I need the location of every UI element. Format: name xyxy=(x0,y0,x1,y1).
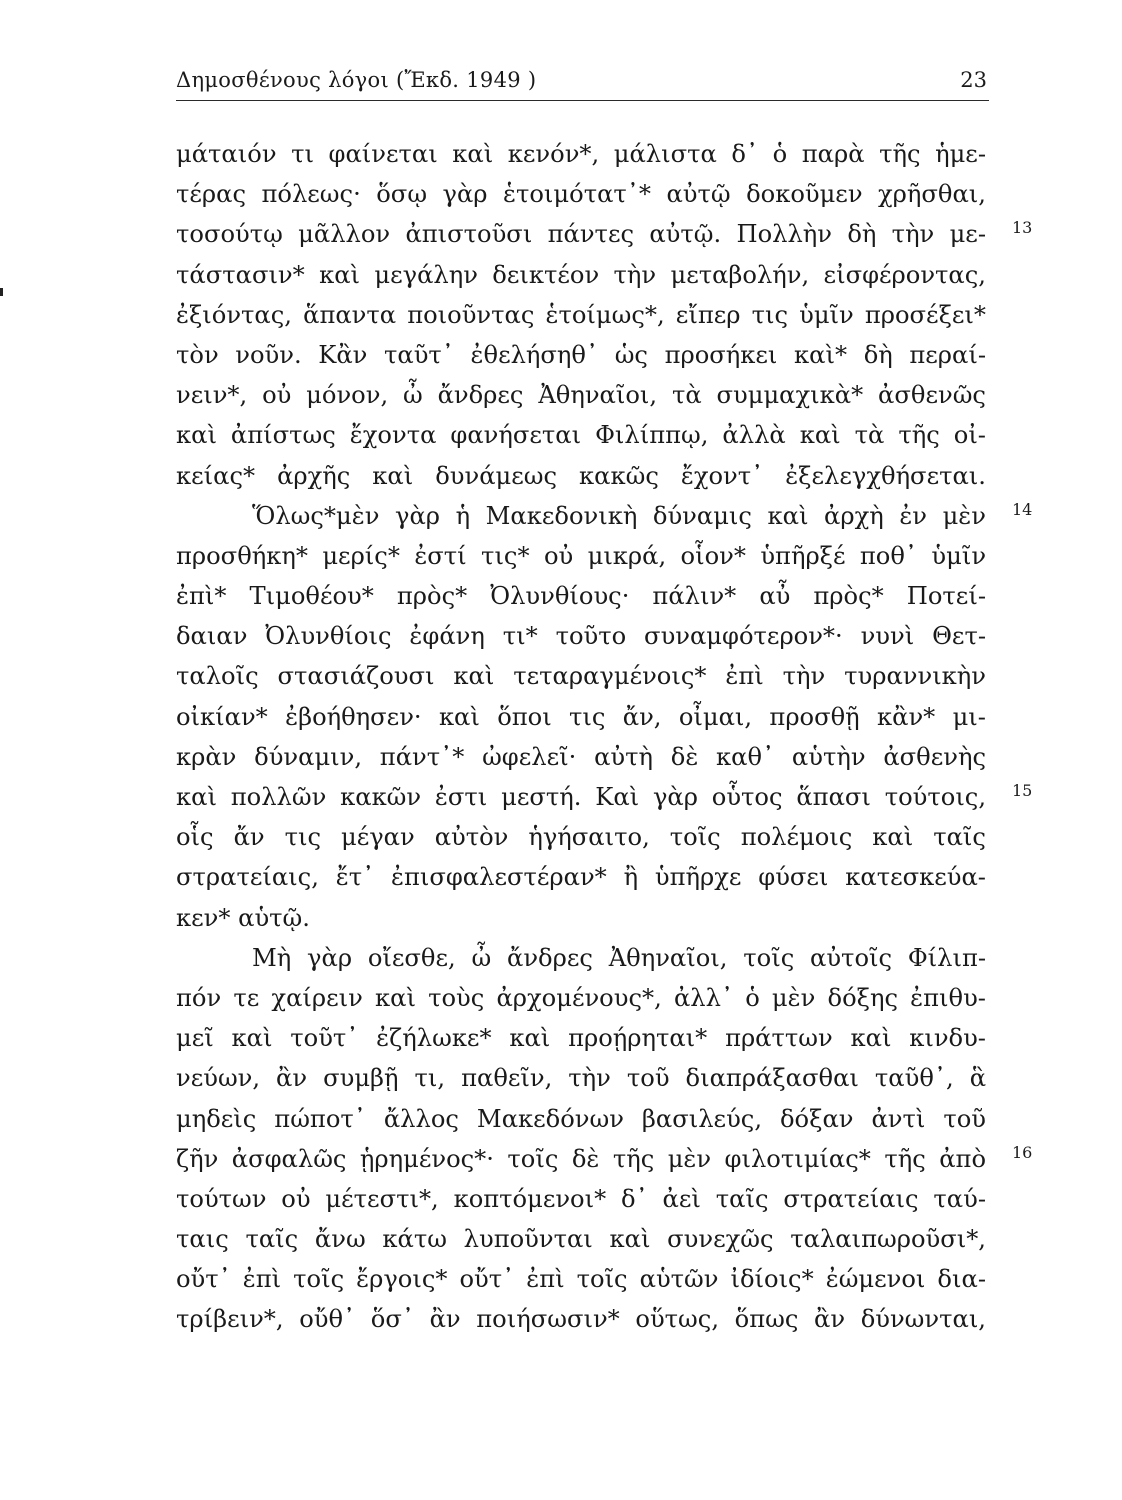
text-line xyxy=(176,335,1010,375)
text-line xyxy=(176,817,1010,857)
running-title: Δημοσθένους λόγοι (Ἔκδ. 1949 ) xyxy=(176,68,537,92)
line-text: καὶ ἀπίστως ἔχοντα φανήσεται Φιλίππῳ, ἀλλὰ καὶ τὰ τῆς οἰ- xyxy=(176,421,986,450)
line-text: οὔτ᾽ ἐπὶ τοῖς ἔργοις* οὔτ᾽ ἐπὶ τοῖς αὑτῶν ἰδίοις* ἐώμενοι δια- xyxy=(176,1265,986,1294)
line-text: στρατείαις, ἔτ᾽ ἐπισφαλεστέραν* ἢ ὑπῆρχε φύσει κατεσκεύα- xyxy=(176,863,986,892)
text-line xyxy=(176,1139,1033,1179)
text-line xyxy=(176,375,1010,415)
text-line xyxy=(176,898,1010,938)
line-text: προσθήκη* μερίς* ἐστί τις* οὐ μικρά, οἷον* ὑπῆρξέ ποθ᾽ ὑμῖν xyxy=(176,541,987,570)
text-line xyxy=(176,938,1010,978)
text-line xyxy=(176,1259,1010,1299)
line-text: κρὰν δύναμιν, πάντ᾽* ὠφελεῖ· αὐτὴ δὲ καθ᾽ αὑτὴν ἀσθενὴς xyxy=(176,742,986,771)
text-line xyxy=(176,978,1010,1018)
text-line xyxy=(176,295,1010,335)
line-text: καὶ πολλῶν κακῶν ἐστι μεστή. Καὶ γὰρ οὗτος ἅπασι τούτοις, xyxy=(176,783,987,811)
section-number: 15 xyxy=(1012,781,1033,800)
text-line xyxy=(176,415,1010,455)
section-number: 13 xyxy=(1012,218,1033,238)
text-line xyxy=(176,1219,1010,1259)
page-number: 23 xyxy=(960,68,987,92)
text-line xyxy=(176,536,1010,576)
section-number: 14 xyxy=(1012,499,1033,519)
line-text: οἷς ἄν τις μέγαν αὐτὸν ἡγήσαιτο, τοῖς πολέμοις καὶ ταῖς xyxy=(176,823,986,852)
line-text: τέρας πόλεως· ὅσῳ γὰρ ἑτοιμότατ᾽* αὐτῷ δοκοῦμεν χρῆσθαι, xyxy=(176,180,986,209)
text-line xyxy=(176,1018,1010,1058)
text-line xyxy=(176,214,1033,254)
line-text: τρίβειν*, οὔθ᾽ ὅσ᾽ ἂν ποιήσωσιν* οὕτως, ὅπως ἂν δύνωνται, xyxy=(176,1305,986,1334)
line-text: κεν* αὑτῷ. xyxy=(176,903,310,932)
text-line xyxy=(176,656,1010,696)
section-number: 16 xyxy=(1012,1142,1033,1162)
line-text: τοσούτῳ μᾶλλον ἀπιστοῦσι πάντες αὐτῷ. Πολλὴν δὴ τὴν με- xyxy=(176,220,987,249)
line-text: κείας* ἀρχῆς καὶ δυνάμεως κακῶς ἔχοντ᾽ ἐξελεγχθήσεται. xyxy=(176,461,986,490)
line-text: πόν τε χαίρειν καὶ τοὺς ἀρχομένους*, ἀλλ᾽ ὁ μὲν δόξης ἐπιθυ- xyxy=(176,983,986,1012)
text-line xyxy=(176,1179,1010,1219)
line-text: ἐπὶ* Τιμοθέου* πρὸς* Ὀλυνθίους· πάλιν* αὖ πρὸς* Ποτεί- xyxy=(176,582,986,611)
text-line xyxy=(176,1058,1010,1098)
text-line xyxy=(176,737,1010,777)
line-text: οἰκίαν* ἐβοήθησεν· καὶ ὅποι τις ἄν, οἶμαι, προσθῇ κἂν* μι- xyxy=(176,702,986,731)
text-line xyxy=(176,255,1010,295)
line-text: ταις ταῖς ἄνω κάτω λυποῦνται καὶ συνεχῶς ταλαιπωροῦσι*, xyxy=(176,1225,986,1254)
margin-mark xyxy=(0,288,3,296)
line-text: τάστασιν* καὶ μεγάλην δεικτέον τὴν μεταβολήν, εἰσφέροντας, xyxy=(176,260,986,289)
line-text: νεύων, ἂν συμβῇ τι, παθεῖν, τὴν τοῦ διαπράξασθαι ταῦθ᾽, ἃ xyxy=(176,1064,987,1093)
text-line xyxy=(176,1299,1010,1339)
line-text: νειν*, οὐ μόνον, ὦ ἄνδρες Ἀθηναῖοι, τὰ συμμαχικὰ* ἀσθενῶς xyxy=(176,381,986,410)
text-line xyxy=(176,1099,1010,1139)
line-text: Μὴ γὰρ οἴεσθε, ὦ ἄνδρες Ἀθηναῖοι, τοῖς αὐτοῖς Φίλιπ- xyxy=(252,943,987,972)
line-text: ταλοῖς στασιάζουσι καὶ τεταραγμένοις* ἐπὶ τὴν τυραννικὴν xyxy=(176,662,986,691)
text-line xyxy=(176,616,1010,656)
text-line xyxy=(176,134,1010,174)
body-text xyxy=(176,134,1033,1340)
text-line xyxy=(176,697,1010,737)
line-text: τὸν νοῦν. Κἂν ταῦτ᾽ ἐθελήσηθ᾽ ὡς προσήκει καὶ* δὴ περαί- xyxy=(176,340,987,369)
text-line xyxy=(176,576,1010,616)
line-text: τούτων οὐ μέτεστι*, κοπτόμενοι* δ᾽ ἀεὶ ταῖς στρατείαις ταύ- xyxy=(176,1184,986,1213)
running-head xyxy=(176,68,989,100)
text-line xyxy=(176,857,1010,897)
text-line xyxy=(176,456,1010,496)
line-text: ζῆν ἀσφαλῶς ᾑρημένος*· τοῖς δὲ τῆς μὲν φιλοτιμίας* τῆς ἀπὸ xyxy=(176,1144,987,1173)
line-text: ἐξιόντας, ἅπαντα ποιοῦντας ἑτοίμως*, εἴπερ τις ὑμῖν προσέξει* xyxy=(176,300,986,329)
text-line xyxy=(176,777,1033,817)
header-rule xyxy=(176,100,989,101)
line-text: Ὅλως*μὲν γὰρ ἡ Μακεδονικὴ δύναμις καὶ ἀρχὴ ἐν μὲν xyxy=(252,501,986,530)
line-text: μηδεὶς πώποτ᾽ ἄλλος Μακεδόνων βασιλεύς, δόξαν ἀντὶ τοῦ xyxy=(176,1104,986,1133)
line-text: μάταιόν τι φαίνεται καὶ κενόν*, μάλιστα δ᾽ ὁ παρὰ τῆς ἡμε- xyxy=(176,140,987,168)
text-line xyxy=(176,496,1033,536)
text-line xyxy=(176,174,1010,214)
line-text: μεῖ καὶ τοῦτ᾽ ἐζήλωκε* καὶ προῄρηται* πράττων καὶ κινδυ- xyxy=(176,1024,986,1053)
line-text: δαιαν Ὀλυνθίοις ἐφάνη τι* τοῦτο συναμφότερον*· νυνὶ Θετ- xyxy=(176,622,986,651)
